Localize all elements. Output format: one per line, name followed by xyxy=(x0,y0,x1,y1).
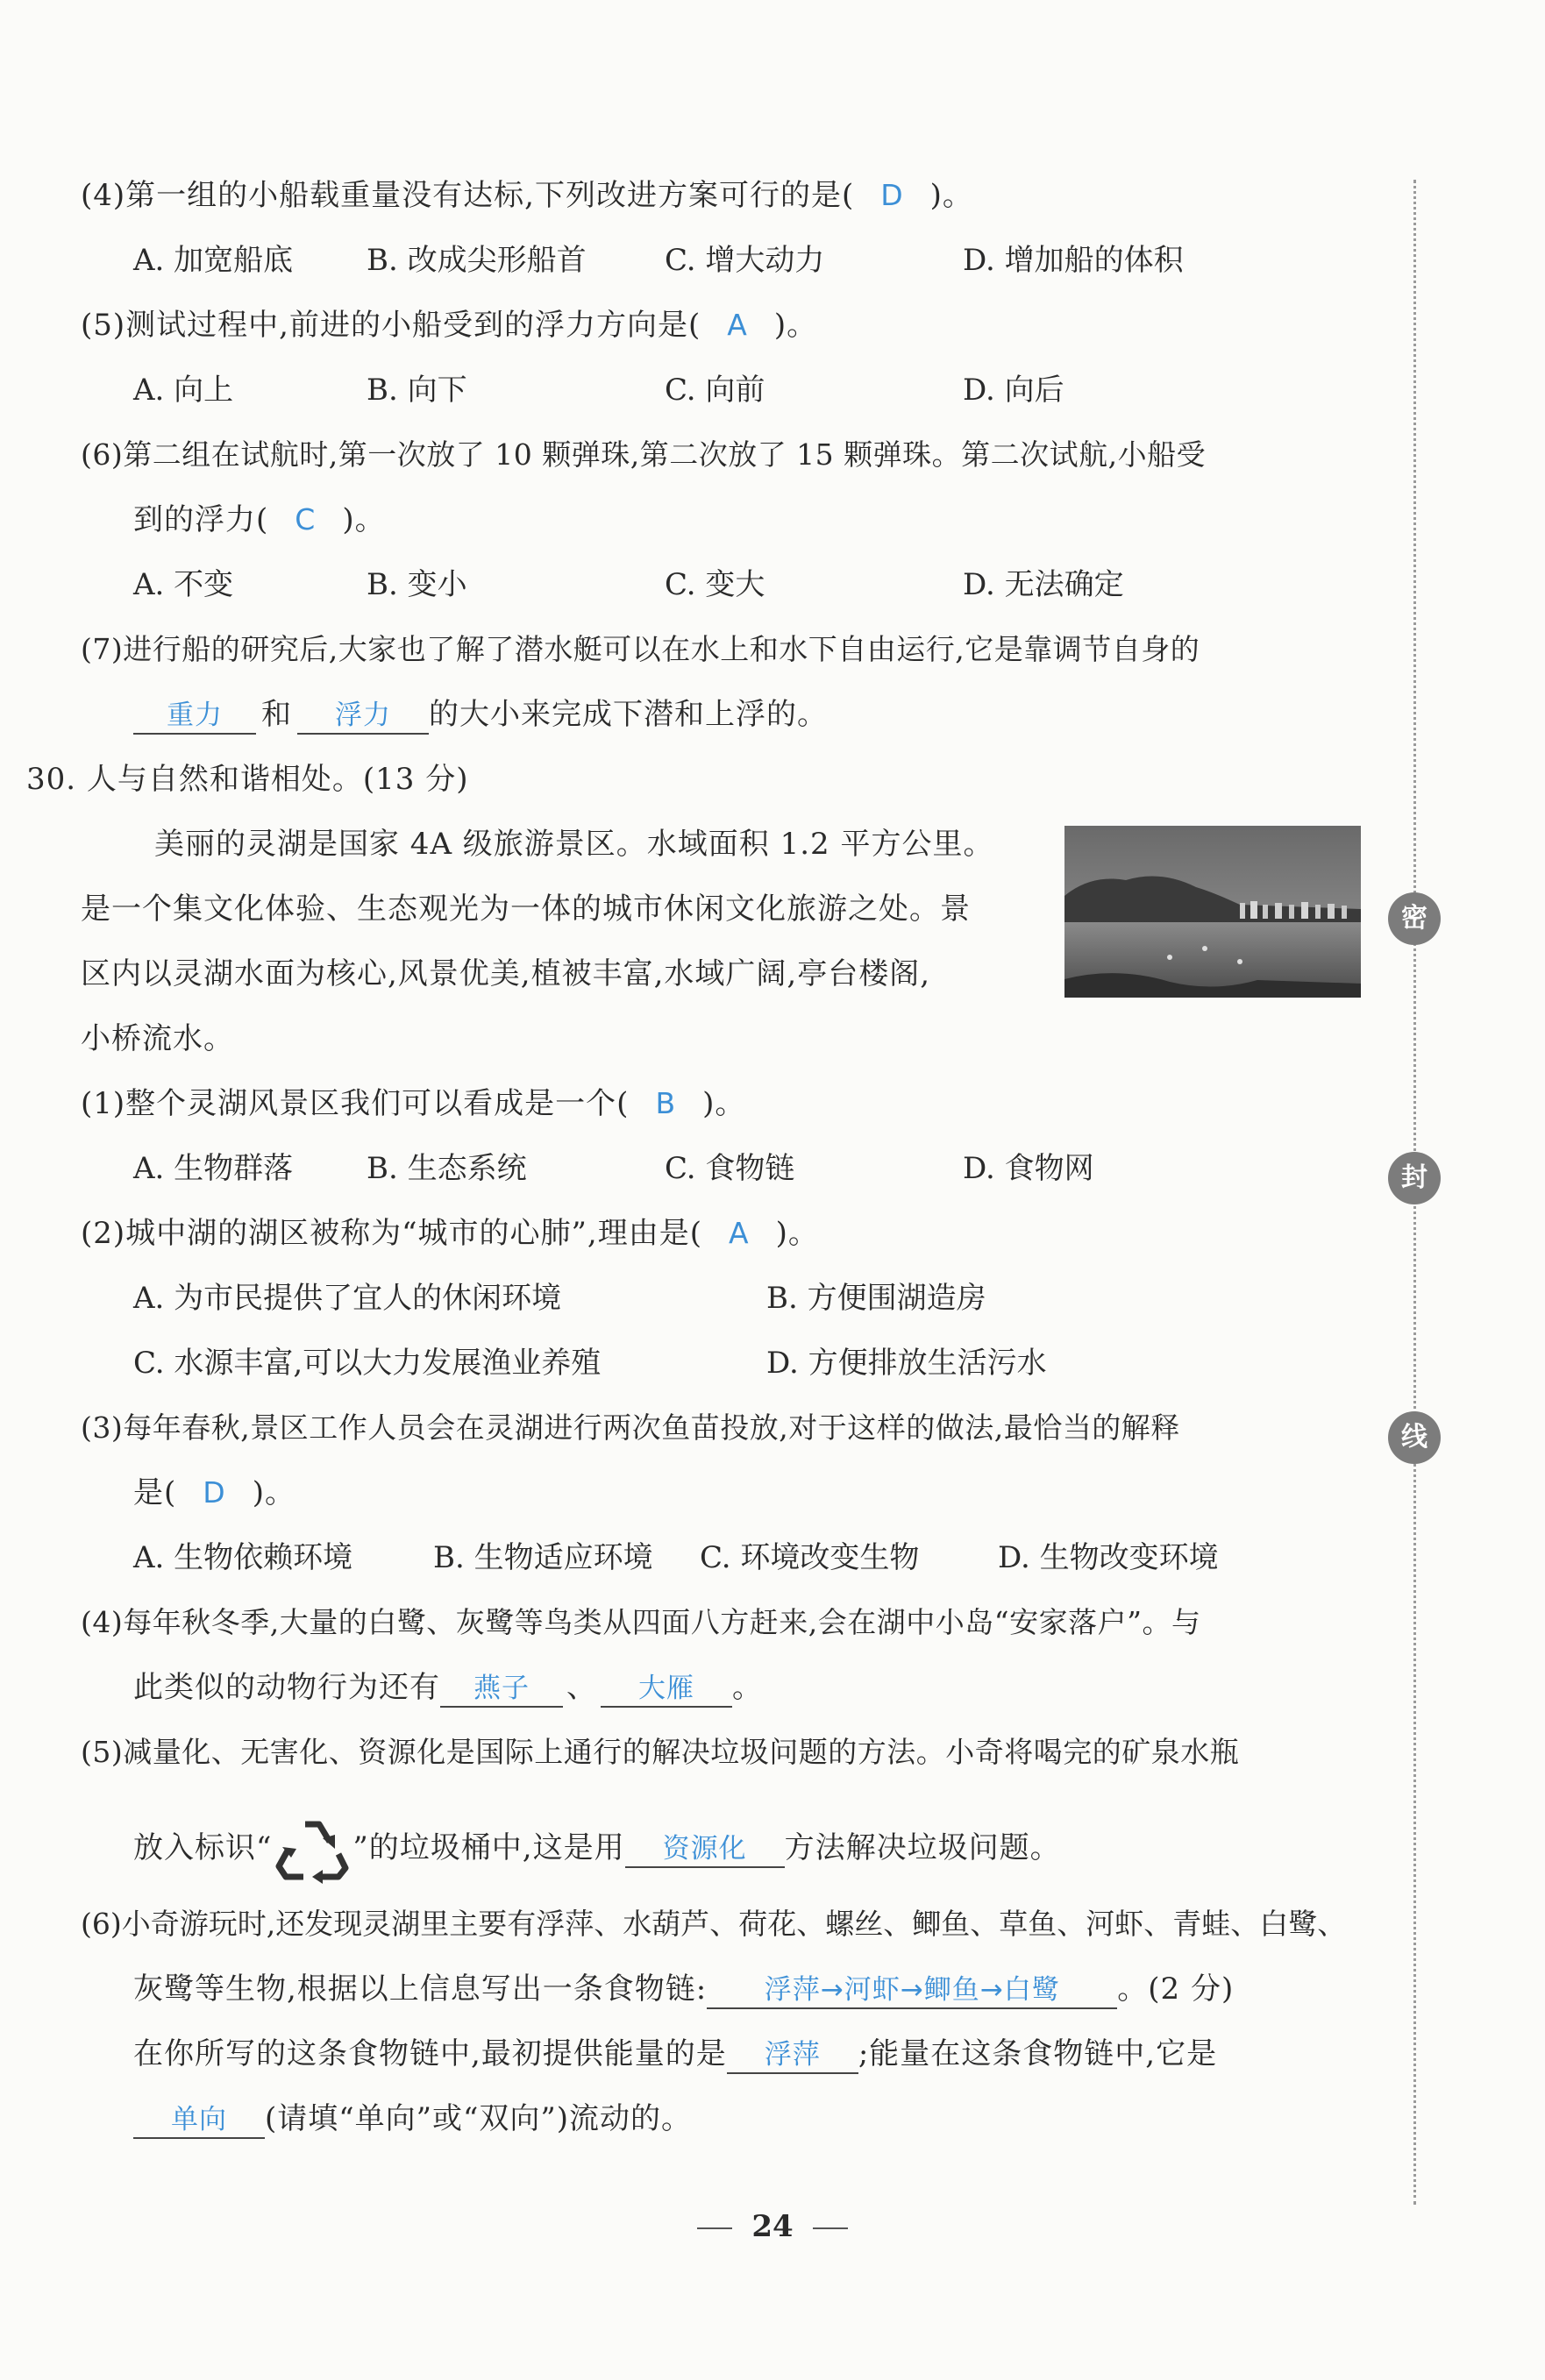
q7-stem-line1: (7)进行船的研究后,大家也了解了潜水艇可以在水上和水下自由运行,它是靠调节自身的 xyxy=(81,632,1200,666)
q30-2-option-b: B. 方便围湖造房 xyxy=(766,1281,986,1316)
q30-4-sep: 、 xyxy=(566,1670,597,1705)
q30-4-stem-text: 此类似的动物行为还有 xyxy=(133,1670,440,1705)
lake-photo xyxy=(1064,826,1361,998)
q30-passage-line-2: 是一个集文化体验、生态观光为一体的城市休闲文化旅游之处。景 xyxy=(81,892,971,927)
q30-1-stem-end: )。 xyxy=(702,1086,746,1121)
q6-option-a: A. 不变 xyxy=(133,567,234,602)
q30-6-stem-line3 xyxy=(133,2034,1217,2074)
q4-option-b: B. 改成尖形船首 xyxy=(367,243,587,278)
q5-stem xyxy=(81,305,817,345)
q30-6-food-chain-blank: 浮萍→河虾→鲫鱼→白鹭 xyxy=(707,1972,1117,2009)
q30-3-stem-end: )。 xyxy=(252,1475,295,1510)
seal-xian: 线 xyxy=(1388,1411,1441,1464)
q30-6-stem-line2 xyxy=(133,1969,1234,2009)
page-number-dash-right xyxy=(813,2227,848,2229)
q30-6-stem-text-3b: ;能量在这条食物链中,它是 xyxy=(858,2036,1218,2071)
q30-4-stem-end: 。 xyxy=(732,1670,763,1705)
q4-option-d: D. 增加船的体积 xyxy=(963,243,1184,278)
page-number xyxy=(0,2209,1545,2244)
q30-6-stem-text-3: 在你所写的这条食物链中,最初提供能量的是 xyxy=(133,2036,727,2071)
q30-4-blank-2: 大雁 xyxy=(601,1671,732,1708)
q6-stem-line2 xyxy=(133,500,386,540)
q30-3-option-b: B. 生物适应环境 xyxy=(433,1540,653,1575)
q30-5-stem-text: 放入标识“ xyxy=(133,1830,273,1865)
q30-5-stem-line1: (5)减量化、无害化、资源化是国际上通行的解决垃圾问题的方法。小奇将喝完的矿泉水瓶 xyxy=(81,1735,1240,1769)
q30-3-stem-line2 xyxy=(133,1473,295,1513)
q7-and: 和 xyxy=(261,697,292,732)
page-number-text: 24 xyxy=(751,2209,794,2244)
q5-option-a: A. 向上 xyxy=(133,373,234,408)
q6-option-d: D. 无法确定 xyxy=(963,567,1124,602)
q4-option-c: C. 增大动力 xyxy=(665,243,825,278)
q30-title: 30. 人与自然和谐相处。(13 分) xyxy=(26,762,469,797)
q30-2-option-c: C. 水源丰富,可以大力发展渔业养殖 xyxy=(133,1346,602,1381)
q4-stem xyxy=(81,175,973,216)
q30-6-stem-line4 xyxy=(133,2099,692,2139)
q30-passage-line-4: 小桥流水。 xyxy=(81,1021,234,1056)
q30-3-answer: D xyxy=(203,1475,226,1510)
q5-stem-end: )。 xyxy=(773,308,818,343)
q4-answer: D xyxy=(880,178,904,212)
q7-blank-1: 重力 xyxy=(133,698,256,735)
q4-option-a: A. 加宽船底 xyxy=(133,243,294,278)
q30-1-option-c: C. 食物链 xyxy=(665,1151,795,1186)
q5-option-b: B. 向下 xyxy=(367,373,467,408)
q30-1-option-b: B. 生态系统 xyxy=(367,1151,527,1186)
q30-1-stem-text: (1)整个灵湖风景区我们可以看成是一个( xyxy=(81,1086,630,1121)
q6-option-c: C. 变大 xyxy=(665,567,765,602)
q30-6-producer-blank: 浮萍 xyxy=(727,2037,858,2074)
recycle-icon xyxy=(272,1815,352,1884)
q7-stem-line2 xyxy=(133,694,828,735)
q6-stem-text: 到的浮力( xyxy=(133,502,269,537)
page-number-dash-left xyxy=(697,2227,732,2229)
q30-passage-line-1: 美丽的灵湖是国家 4A 级旅游景区。水域面积 1.2 平方公里。 xyxy=(154,827,994,862)
q30-2-answer: A xyxy=(729,1216,750,1250)
seal-feng: 封 xyxy=(1388,1152,1441,1204)
q30-6-stem-line1: (6)小奇游玩时,还发现灵湖里主要有浮萍、水葫芦、荷花、螺丝、鲫鱼、草鱼、河虾、青蛙、白鹭、 xyxy=(81,1907,1347,1941)
q5-option-d: D. 向后 xyxy=(963,373,1064,408)
q5-answer: A xyxy=(727,308,748,342)
q7-stem-end: 的大小来完成下潜和上浮的。 xyxy=(429,697,828,732)
q7-blank-2: 浮力 xyxy=(297,698,429,735)
q30-5-stem-line2 xyxy=(133,1809,1061,1886)
lake-photo-graphic xyxy=(1064,826,1361,998)
q30-4-blank-1: 燕子 xyxy=(440,1671,563,1708)
q30-6-stem-score: 。(2 分) xyxy=(1117,1971,1235,2007)
q30-5-stem-mid: ”的垃圾桶中,这是用 xyxy=(352,1830,625,1865)
q6-stem-end: )。 xyxy=(342,502,386,537)
q4-stem-end: )。 xyxy=(929,178,973,213)
q30-6-stem-text: 灰鹭等生物,根据以上信息写出一条食物链: xyxy=(133,1971,708,2007)
q30-3-option-a: A. 生物依赖环境 xyxy=(133,1540,353,1575)
q30-3-stem-text: 是( xyxy=(133,1475,177,1510)
q30-5-blank: 资源化 xyxy=(625,1831,785,1868)
q30-6-direction-blank: 单向 xyxy=(133,2102,265,2139)
q30-2-stem-text: (2)城中湖的湖区被称为“城市的心肺”,理由是( xyxy=(81,1216,702,1251)
q30-3-stem-line1: (3)每年春秋,景区工作人员会在灵湖进行两次鱼苗投放,对于这样的做法,最恰当的解释 xyxy=(81,1410,1180,1445)
seal-mi: 密 xyxy=(1388,892,1441,945)
q30-2-stem-end: )。 xyxy=(775,1216,819,1251)
q30-6-stem-end: (请填“单向”或“双向”)流动的。 xyxy=(265,2101,693,2136)
q30-3-option-d: D. 生物改变环境 xyxy=(998,1540,1219,1575)
q5-option-c: C. 向前 xyxy=(665,373,765,408)
q6-answer: C xyxy=(295,502,317,536)
q30-passage-line-3: 区内以灵湖水面为核心,风景优美,植被丰富,水域广阔,亭台楼阁, xyxy=(81,956,931,991)
q5-stem-text: (5)测试过程中,前进的小船受到的浮力方向是( xyxy=(81,308,701,343)
q6-stem-line1: (6)第二组在试航时,第一次放了 10 颗弹珠,第二次放了 15 颗弹珠。第二次试航,小船受 xyxy=(81,437,1207,472)
q30-1-stem xyxy=(81,1083,745,1124)
q30-5-stem-end: 方法解决垃圾问题。 xyxy=(784,1830,1061,1865)
q30-1-answer: B xyxy=(655,1086,677,1120)
q30-2-stem xyxy=(81,1213,819,1254)
q30-3-option-c: C. 环境改变生物 xyxy=(700,1540,920,1575)
q30-2-option-a: A. 为市民提供了宜人的休闲环境 xyxy=(133,1281,562,1316)
q30-4-stem-line2 xyxy=(133,1667,763,1708)
q30-1-option-d: D. 食物网 xyxy=(963,1151,1094,1186)
q30-2-option-d: D. 方便排放生活污水 xyxy=(766,1346,1047,1381)
q30-1-option-a: A. 生物群落 xyxy=(133,1151,294,1186)
q6-option-b: B. 变小 xyxy=(367,567,467,602)
q4-stem-text: (4)第一组的小船载重量没有达标,下列改进方案可行的是( xyxy=(81,178,855,213)
q30-4-stem-line1: (4)每年秋冬季,大量的白鹭、灰鹭等鸟类从四面八方赶来,会在湖中小岛“安家落户”。与 xyxy=(81,1605,1201,1639)
